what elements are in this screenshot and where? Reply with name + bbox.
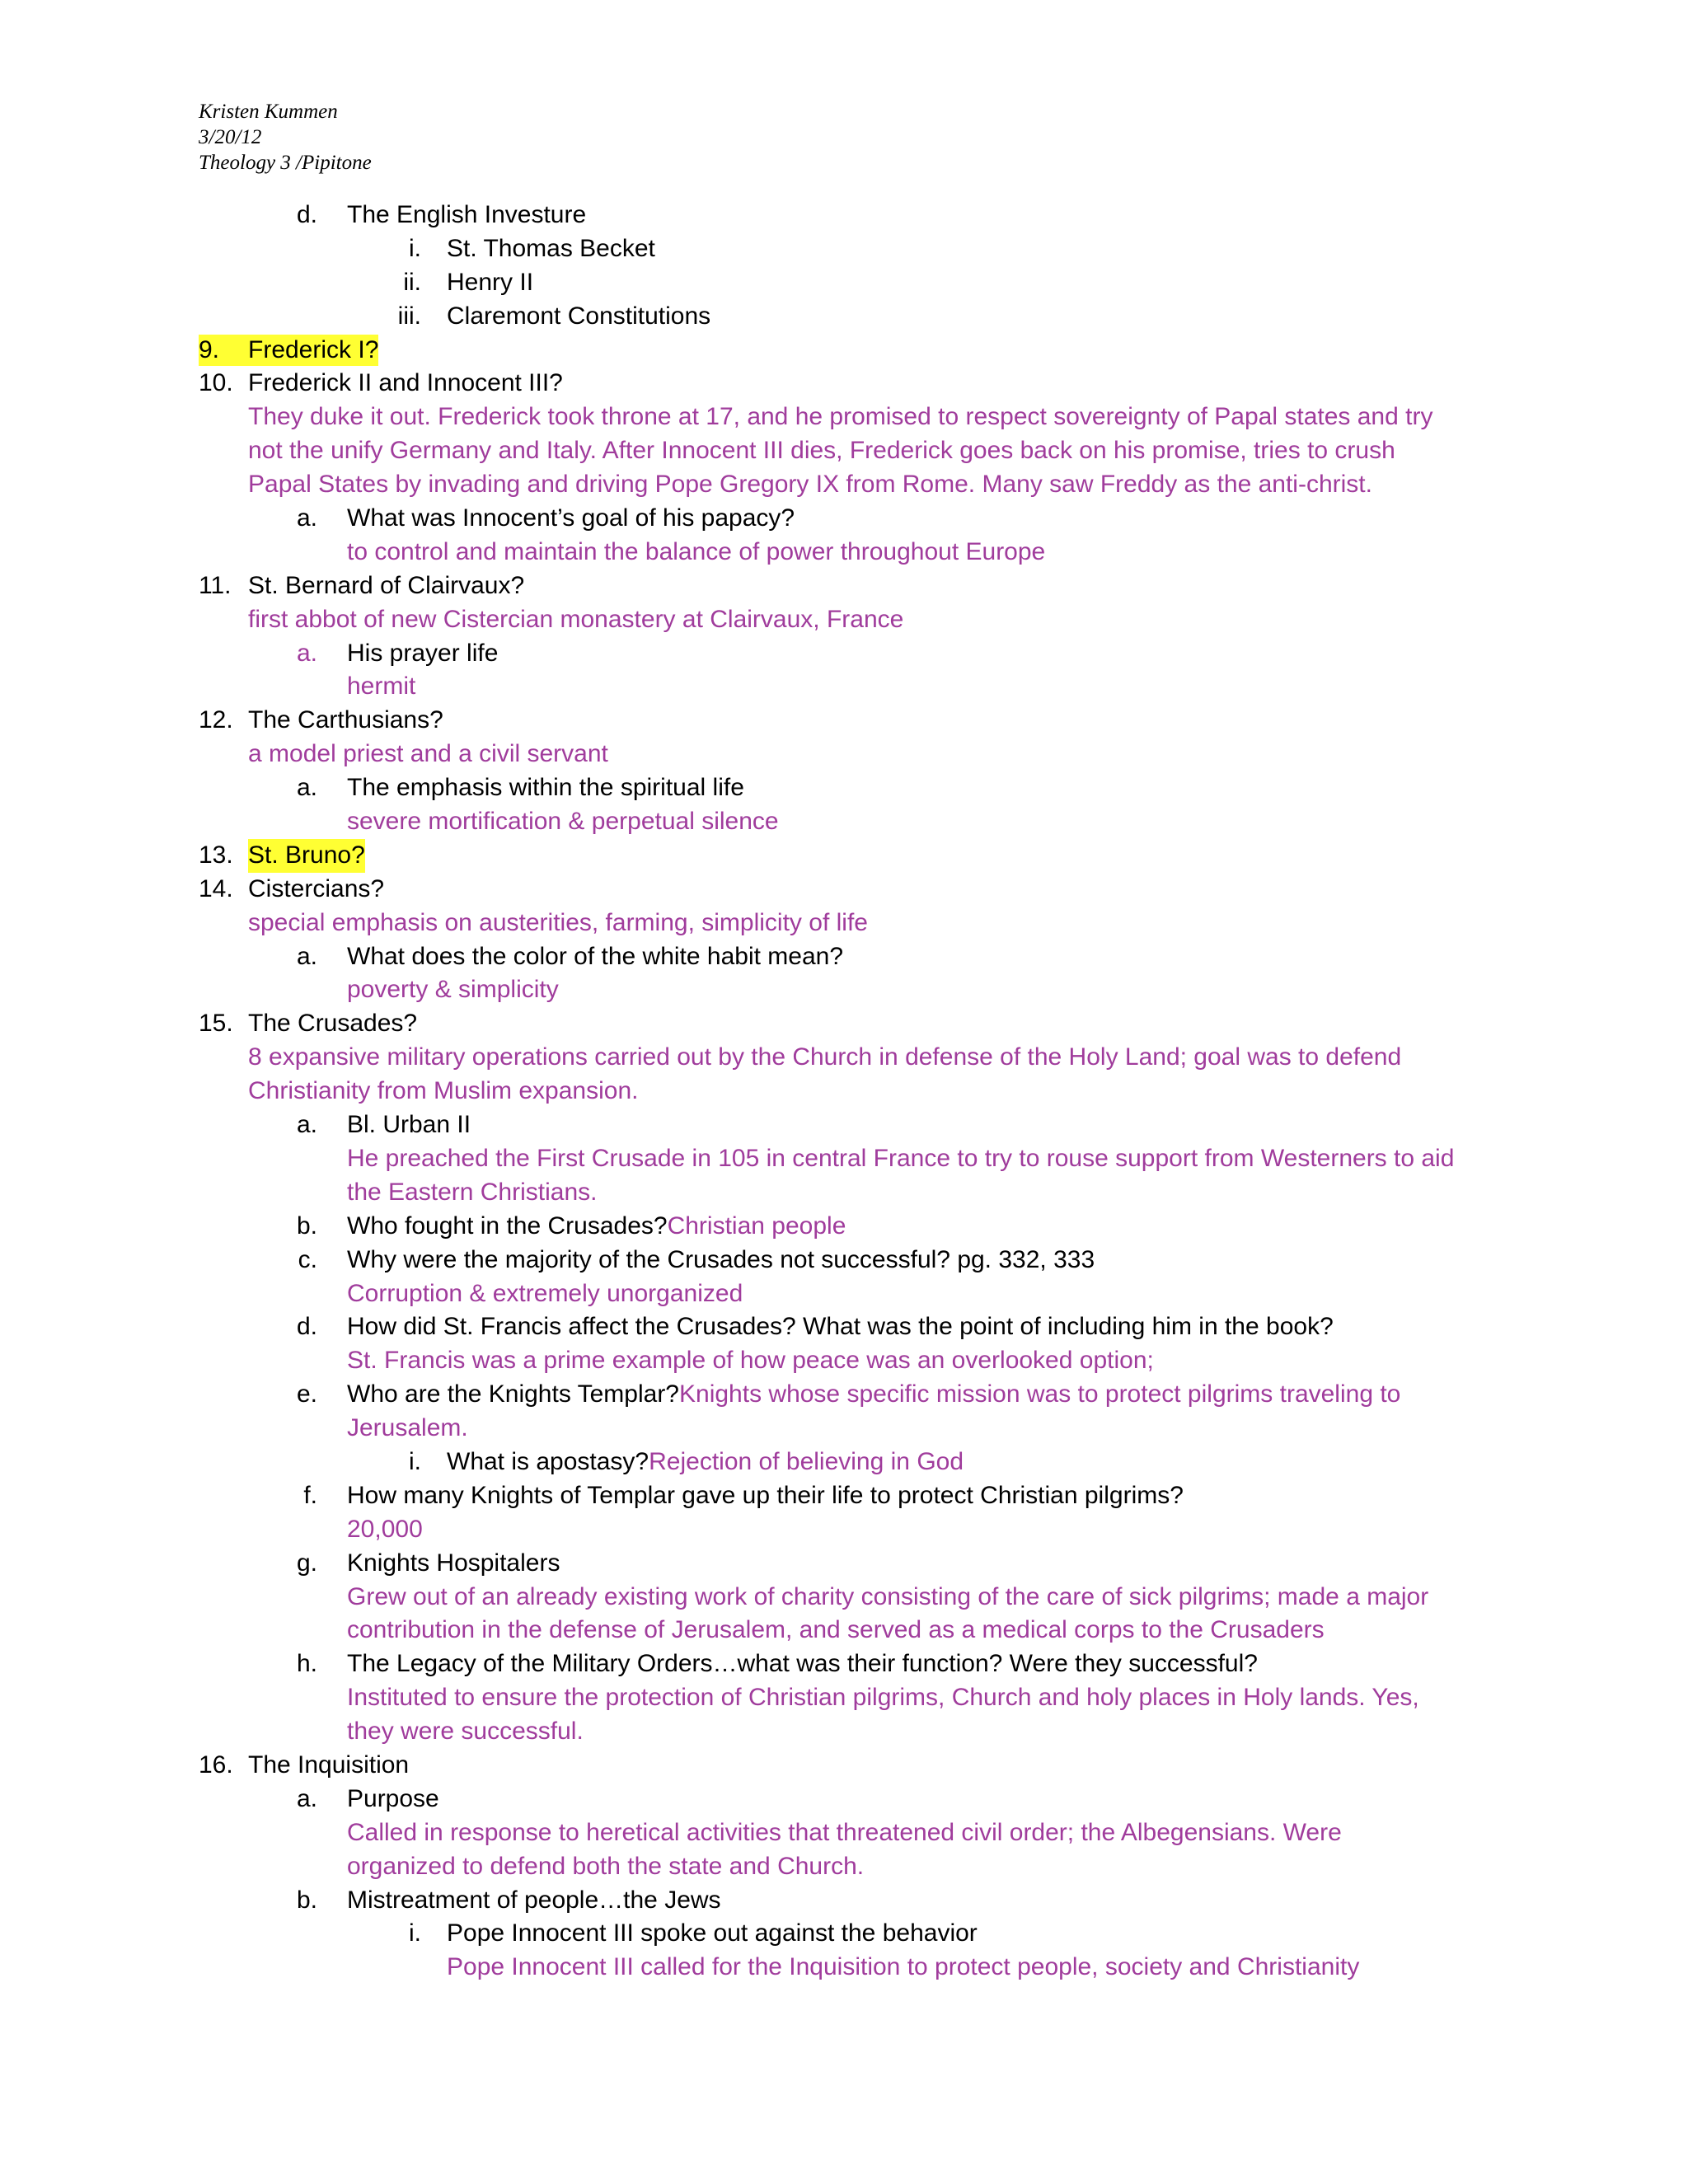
answer-line: to control and maintain the balance of power throughout Europe (347, 537, 1046, 565)
answer-line: Corruption & extremely unorganized (347, 1279, 743, 1307)
list-item (0, 771, 1688, 805)
list-item (0, 1244, 1688, 1277)
list-marker: h. (296, 1650, 317, 1678)
answer-line: hermit (347, 673, 416, 701)
question-text: Claremont Constitutions (447, 302, 711, 330)
answer-line: He preached the First Crusade in 105 in central France to try to rouse support from Westerners to aid (347, 1144, 1455, 1172)
list-marker: 16. (199, 1750, 233, 1779)
answer-line: not the unify Germany and Italy. After Innocent III dies, Frederick goes back on his promise, tries to crush (248, 437, 1395, 465)
list-marker: a. (296, 1111, 317, 1139)
list-item (0, 839, 1688, 873)
question-text-highlighted: St. Bruno? (248, 839, 365, 873)
question-text: Knights Hospitalers (347, 1549, 560, 1577)
list-item (0, 1479, 1688, 1513)
answer-line: St. Francis was a prime example of how peace was an overlooked option; (347, 1347, 1154, 1375)
question-text: The emphasis within the spiritual life (347, 774, 744, 802)
list-marker: d. (296, 1313, 317, 1341)
answer-line: Pope Innocent III called for the Inquisition to protect people, society and Christianity (447, 1953, 1360, 1981)
answer-line: Jerusalem. (347, 1414, 468, 1442)
list-marker: a. (296, 504, 317, 532)
list-marker: a. (296, 639, 317, 667)
list-marker: b. (296, 1886, 317, 1914)
question-text: His prayer life (347, 639, 499, 667)
answer-line: 8 expansive military operations carried out by the Church in defense of the Holy Land; goal was to defend (248, 1043, 1402, 1071)
list-item (0, 502, 1688, 536)
answer-line: organized to defend both the state and Church. (347, 1852, 865, 1880)
list-marker: a. (296, 1784, 317, 1812)
answer-line: a model priest and a civil servant (248, 740, 608, 768)
question-text: Henry II (447, 268, 534, 296)
question-text: What was Innocent’s goal of his papacy? (347, 504, 795, 532)
list-item (0, 1783, 1688, 1816)
list-marker: 14. (199, 874, 233, 902)
list-item (0, 199, 1688, 232)
list-marker: ii. (403, 268, 421, 296)
answer-line: the Eastern Christians. (347, 1178, 598, 1206)
list-marker: c. (298, 1245, 317, 1273)
question-text: Bl. Urban II (347, 1111, 471, 1139)
answer-line: Instituted to ensure the protection of Christian pilgrims, Church and holy places in Holy lands. Yes, (347, 1684, 1419, 1712)
list-item (0, 300, 1688, 334)
list-marker: d. (296, 201, 317, 228)
list-marker: 15. (199, 1010, 233, 1038)
document-header (199, 99, 372, 176)
document-date: 3/20/12 (199, 126, 262, 148)
list-item (0, 1210, 1688, 1244)
answer-line: Papal States by invading and driving Pope Gregory IX from Rome. Many saw Freddy as the anti-christ. (248, 471, 1372, 499)
question-text: The Crusades? (248, 1010, 418, 1038)
list-item (0, 873, 1688, 907)
list-item (0, 232, 1688, 266)
list-item (0, 1310, 1688, 1344)
answer-line: contribution in the defense of Jerusalem, and served as a medical corps to the Crusaders (347, 1616, 1325, 1644)
list-marker: i. (409, 234, 421, 262)
answer-line: Called in response to heretical activities that threatened civil order; the Albegensians. Were (347, 1818, 1342, 1846)
answer-line: Christianity from Muslim expansion. (248, 1077, 639, 1105)
question-text: What does the color of the white habit mean? (347, 942, 844, 970)
answer-line: 20,000 (347, 1515, 423, 1543)
inline-answer: Christian people (667, 1212, 846, 1240)
answer-line: poverty & simplicity (347, 976, 559, 1004)
question-text: The Carthusians? (248, 706, 443, 734)
list-marker: a. (296, 942, 317, 970)
list-marker: 13. (199, 841, 233, 869)
list-marker: 12. (199, 706, 233, 734)
list-marker: 10. (199, 369, 233, 397)
list-item (0, 1378, 1688, 1412)
list-item-highlighted (0, 334, 1688, 368)
answer-line: They duke it out. Frederick took throne at 17, and he promised to respect sovereignty of Papal states and try (248, 403, 1433, 431)
list-item (0, 1917, 1688, 1951)
question-text: St. Bernard of Clairvaux? (248, 571, 525, 599)
course-name: Theology 3 /Pipitone (199, 152, 372, 174)
inline-answer: Rejection of believing in God (649, 1447, 964, 1475)
question-text: Why were the majority of the Crusades not successful? pg. 332, 333 (347, 1245, 1095, 1273)
question-text: What is apostasy?Rejection of believing in God (447, 1447, 964, 1475)
list-marker: 11. (199, 571, 232, 599)
question-text: Pope Innocent III spoke out against the behavior (447, 1919, 978, 1947)
question-text: Mistreatment of people…the Jews (347, 1886, 721, 1914)
list-item (0, 1749, 1688, 1783)
list-marker: e. (296, 1380, 317, 1408)
list-item (0, 1108, 1688, 1142)
question-text: Cistercians? (248, 874, 385, 902)
answer-line: Grew out of an already existing work of charity consisting of the care of sick pilgrims; made a major (347, 1582, 1429, 1610)
list-marker: f. (303, 1481, 317, 1509)
answer-line: they were successful. (347, 1718, 584, 1746)
outline (0, 199, 1688, 1985)
question-text: Who are the Knights Templar?Knights whose specific mission was to protect pilgrims traveling to (347, 1380, 1401, 1408)
question-text: Frederick II and Innocent III? (248, 369, 563, 397)
question-text: Who fought in the Crusades?Christian people (347, 1212, 846, 1240)
list-item (0, 1446, 1688, 1479)
list-item (0, 266, 1688, 300)
question-text: The English Investure (347, 201, 587, 228)
answer-line: severe mortification & perpetual silence (347, 808, 779, 836)
list-item (0, 1884, 1688, 1918)
list-item (0, 1647, 1688, 1681)
list-item (0, 1547, 1688, 1581)
list-marker: b. (296, 1212, 317, 1240)
list-marker: i. (409, 1447, 421, 1475)
question-text: How many Knights of Templar gave up their life to protect Christian pilgrims? (347, 1481, 1184, 1509)
question-text: The Inquisition (248, 1750, 410, 1779)
list-item (0, 569, 1688, 603)
list-item (0, 704, 1688, 738)
question-text: Purpose (347, 1784, 439, 1812)
list-item (0, 637, 1688, 671)
question-text: How did St. Francis affect the Crusades? What was the point of including him in the book? (347, 1313, 1334, 1341)
answer-line: first abbot of new Cistercian monastery at Clairvaux, France (248, 605, 904, 633)
list-item (0, 940, 1688, 974)
list-item (0, 1007, 1688, 1041)
question-text: St. Thomas Becket (447, 234, 655, 262)
list-marker: 9. (199, 335, 220, 363)
inline-answer: Knights whose specific mission was to protect pilgrims traveling to (679, 1380, 1401, 1408)
list-marker: iii. (397, 302, 421, 330)
list-marker: a. (296, 774, 317, 802)
question-text: The Legacy of the Military Orders…what was their function? Were they successful? (347, 1650, 1258, 1678)
question-text: Frederick I? (248, 335, 379, 363)
answer-line: special emphasis on austerities, farming, simplicity of life (248, 908, 868, 936)
author-name: Kristen Kummen (199, 101, 338, 123)
list-marker: i. (409, 1919, 421, 1947)
list-marker: g. (296, 1549, 317, 1577)
list-item (0, 367, 1688, 401)
